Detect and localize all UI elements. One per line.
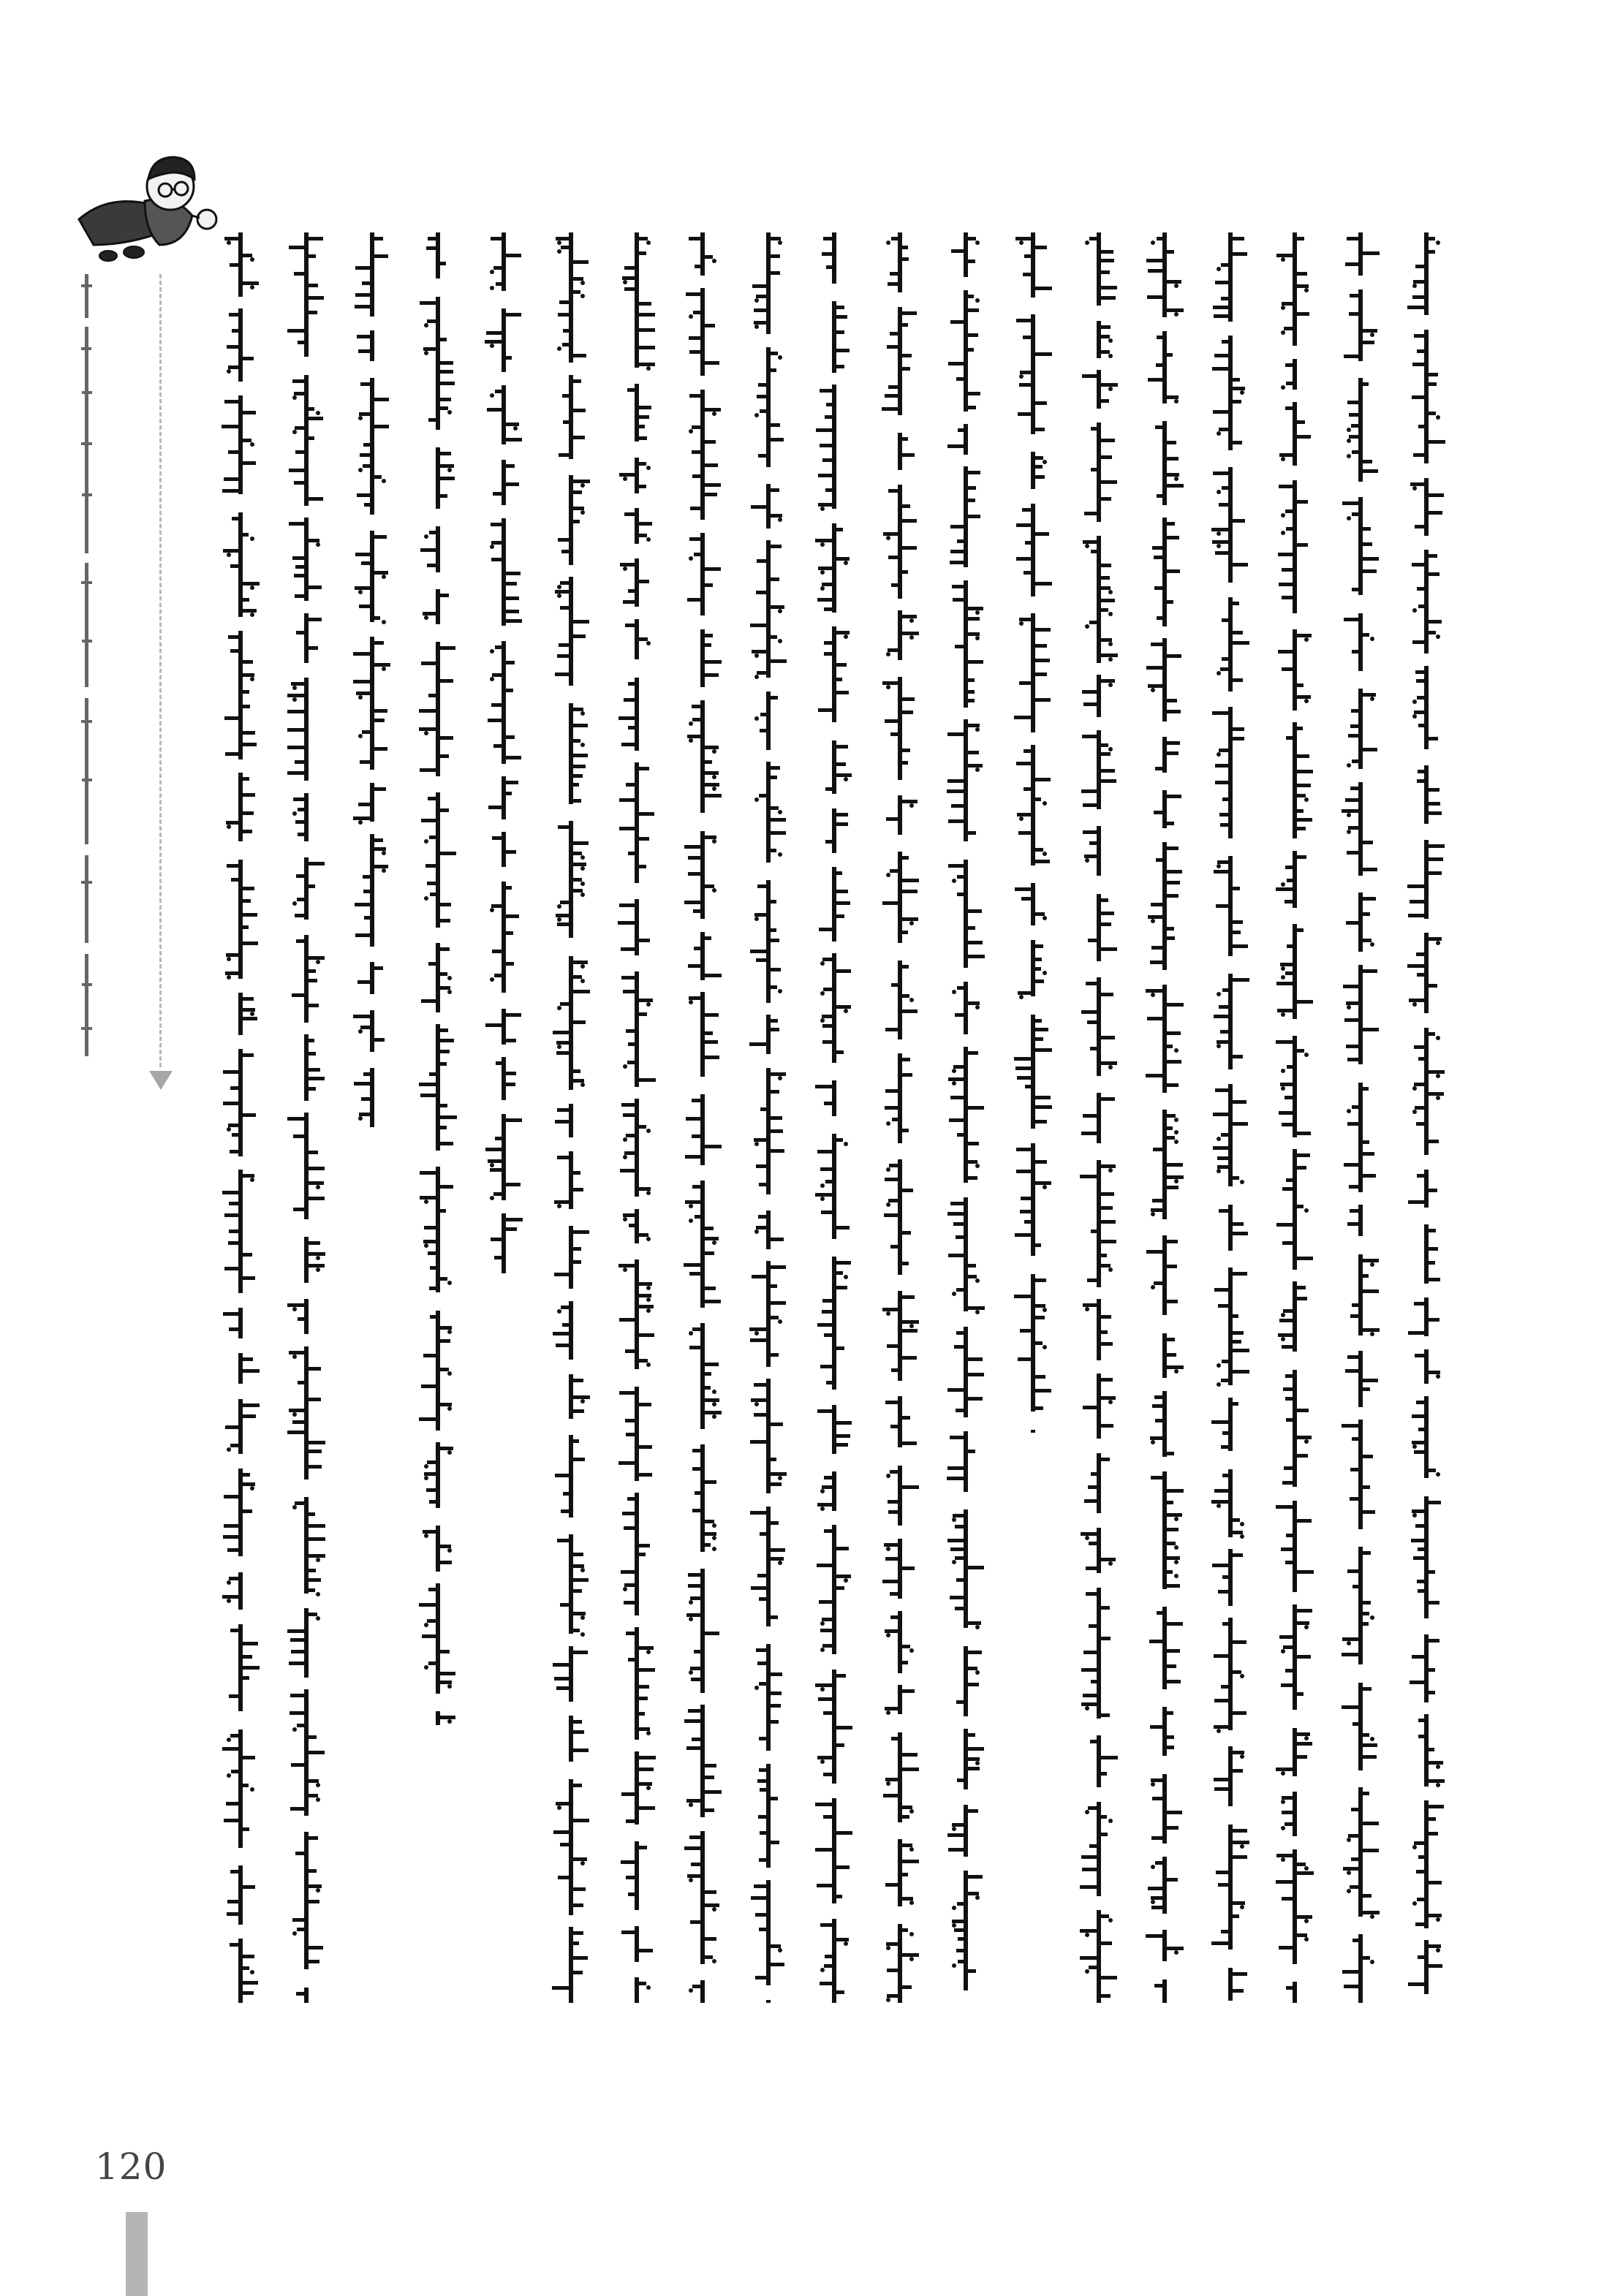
text-column — [552, 232, 590, 2003]
text-column — [1342, 232, 1380, 2003]
text-column — [1276, 232, 1314, 2003]
text-column — [947, 232, 985, 1990]
text-column — [618, 232, 656, 2003]
thumb-index-bar — [126, 2212, 148, 2296]
page-number: 120 — [95, 2145, 167, 2188]
text-column — [1211, 232, 1249, 2001]
text-column — [882, 232, 919, 2003]
text-column — [1014, 232, 1052, 1433]
text-column — [419, 232, 457, 1725]
text-column — [287, 232, 325, 2003]
text-column — [684, 232, 722, 2003]
text-column — [485, 232, 523, 1273]
text-column — [222, 232, 260, 2003]
text-column — [1146, 232, 1184, 2003]
text-column — [815, 232, 852, 2003]
text-column — [749, 232, 787, 2003]
text-column — [353, 232, 390, 1127]
text-column — [1080, 232, 1118, 2003]
text-column — [1407, 232, 1445, 1994]
